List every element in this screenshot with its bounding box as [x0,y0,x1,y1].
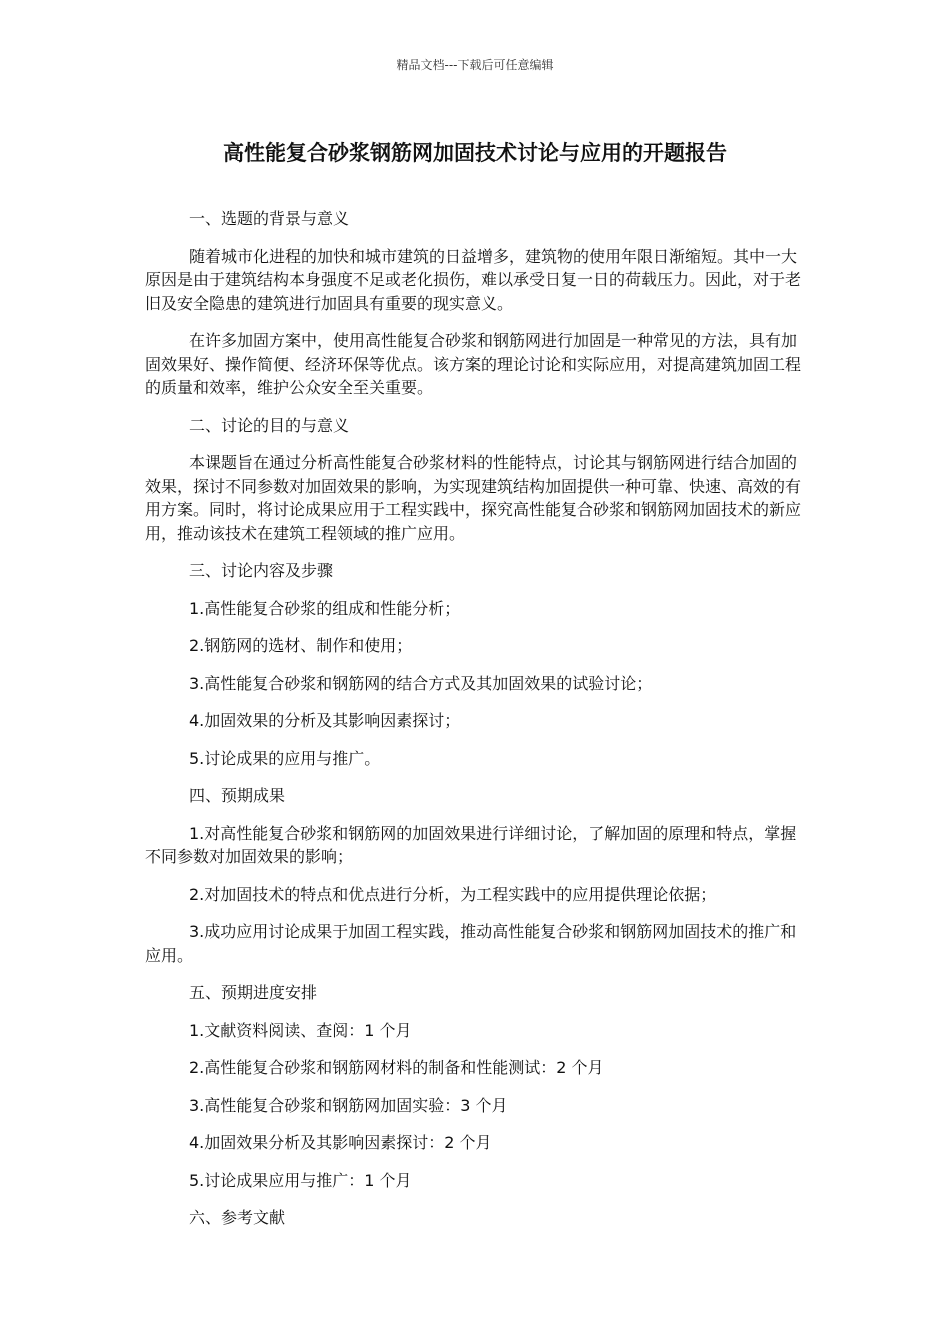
page-header-note: 精品文档---下载后可任意编辑 [396,58,554,72]
list-item-schedule-4: 4.加固效果分析及其影响因素探讨：2 个月 [189,1133,492,1152]
list-item-schedule-1: 1.文献资料阅读、查阅：1 个月 [189,1020,412,1040]
document-title: 高性能复合砂浆钢筋网加固技术讨论与应用的开题报告 [223,141,727,165]
list-item-content-5: 5.讨论成果的应用与推广。 [189,748,381,768]
section-heading-purpose: 二、讨论的目的与意义 [189,415,350,435]
document-body [145,207,810,1244]
section-heading-results: 四、预期成果 [189,786,286,805]
list-item-results-2: 2.对加固技术的特点和优点进行分析，为工程实践中的应用提供理论依据； [189,884,717,904]
paragraph-background-1: 随着城市化进程的加快和城市建筑的日益增多，建筑物的使用年限日渐缩短。其中一大原因是由于建筑结构本身强度不足或老化损伤，难以承受日复一日的荷载压力。因此，对于老旧及安全隐患的建筑进行加固具有重要的现实意义。 [145,246,802,313]
list-item-schedule-5: 5.讨论成果应用与推广：1 个月 [189,1170,412,1190]
list-item-content-4: 4.加固效果的分析及其影响因素探讨； [189,711,461,730]
list-item-results-1: 1.对高性能复合砂浆和钢筋网的加固效果进行详细讨论，了解加固的原理和特点，掌握不同参数对加固效果的影响； [145,823,797,866]
list-item-schedule-2: 2.高性能复合砂浆和钢筋网材料的制备和性能测试：2 个月 [189,1058,604,1077]
list-item-schedule-3: 3.高性能复合砂浆和钢筋网加固实验：3 个月 [189,1095,508,1115]
list-item-content-3: 3.高性能复合砂浆和钢筋网的结合方式及其加固效果的试验讨论； [189,673,653,693]
paragraph-background-2: 在许多加固方案中，使用高性能复合砂浆和钢筋网进行加固是一种常见的方法，具有加固效果好、操作简便、经济环保等优点。该方案的理论讨论和实际应用，对提高建筑加固工程的质量和效率，维护公众安全至关重要。 [145,331,802,397]
section-heading-content: 三、讨论内容及步骤 [189,561,334,580]
list-item-content-1: 1.高性能复合砂浆的组成和性能分析； [189,598,461,618]
paragraph-purpose: 本课题旨在通过分析高性能复合砂浆材料的性能特点，讨论其与钢筋网进行结合加固的效果，探讨不同参数对加固效果的影响，为实现建筑结构加固提供一种可靠、快速、高效的有用方案。同时，将讨论成果应用于工程实践中，探究高性能复合砂浆和钢筋网加固技术的新应用，推动该技术在建筑工程领域的推广应用。 [145,453,802,543]
section-heading-schedule: 五、预期进度安排 [189,983,318,1002]
list-item-results-3: 3.成功应用讨论成果于加固工程实践，推动高性能复合砂浆和钢筋网加固技术的推广和应用。 [145,922,797,965]
section-heading-background: 一、选题的背景与意义 [189,209,350,228]
list-item-content-2: 2.钢筋网的选材、制作和使用； [189,636,413,655]
section-heading-references: 六、参考文献 [189,1208,286,1227]
